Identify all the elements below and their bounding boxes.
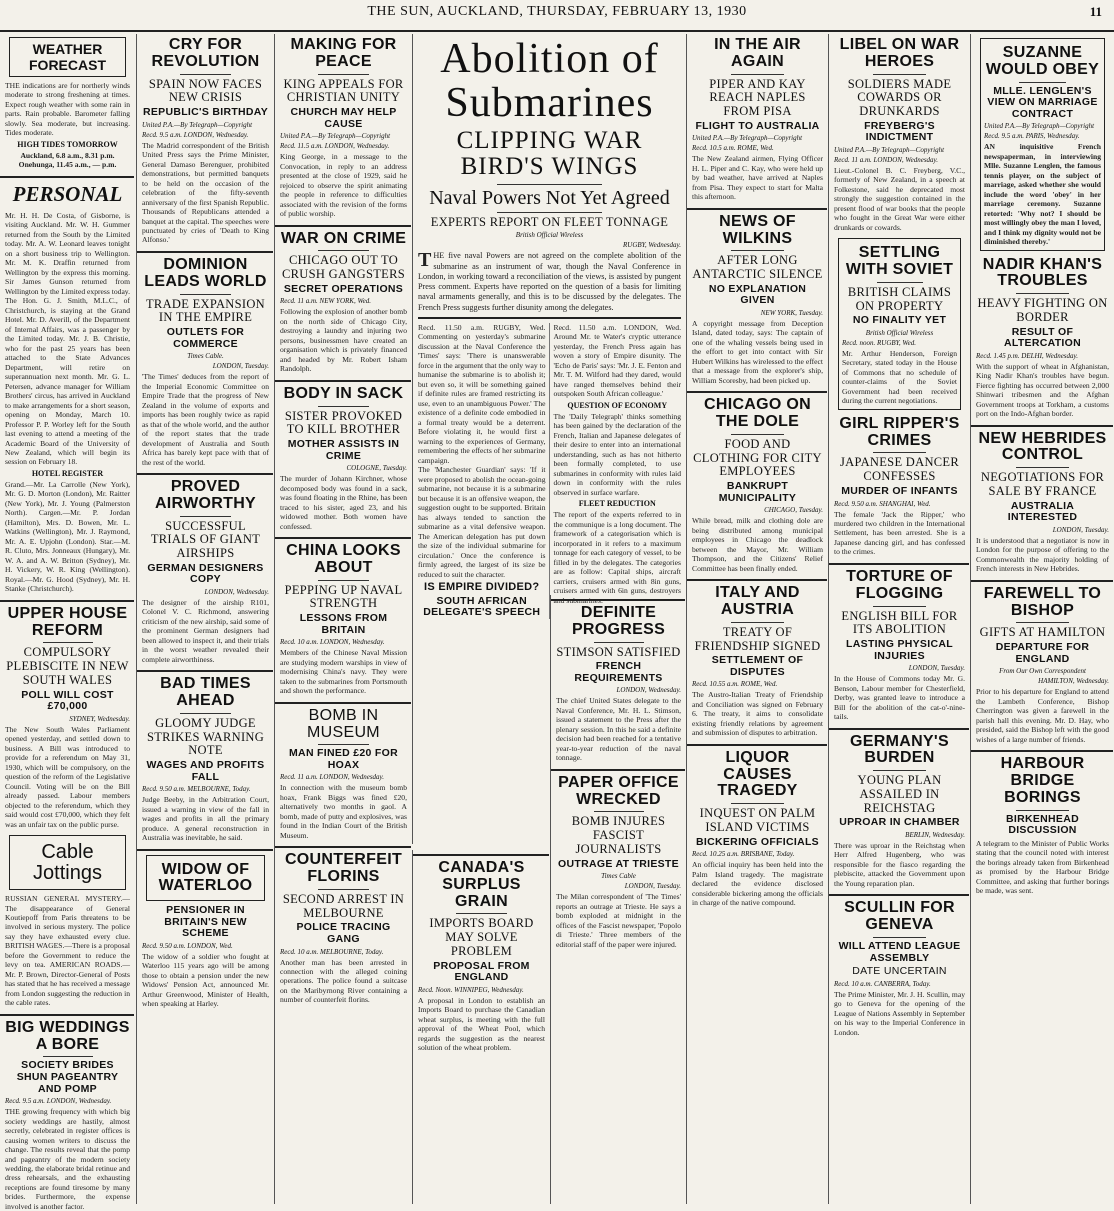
article-crime xyxy=(280,231,407,374)
article-submarines xyxy=(418,37,681,619)
divider xyxy=(731,803,783,804)
weddings-heading: BIG WEDDINGS A BORE xyxy=(5,1018,130,1053)
sack-text: The murder of Johann Kirchner, whose decomposed body was found in a sack, was found floating in the Rhine, has been traced to his sister, aged 23, and his widowed mother. Both women have confessed. xyxy=(280,474,407,531)
suzanne-heading: SUZANNE WOULD OBEY xyxy=(985,44,1100,78)
progress-dateline: LONDON, Wednesday. xyxy=(616,686,681,695)
peace-heading: MAKING FOR PEACE xyxy=(290,36,397,70)
soviet-source: British Official Wireless xyxy=(865,328,934,337)
waterloo-dateline: Recd. 9.50 a.m. LONDON, Wed. xyxy=(142,941,233,950)
article-spain xyxy=(142,37,269,245)
dole-deck: FOOD AND CLOTHING FOR CITY EMPLOYEES xyxy=(693,436,822,479)
divider xyxy=(731,250,783,251)
soviet-sub: NO FINALITY YET xyxy=(852,314,947,327)
divider xyxy=(137,670,273,672)
bishop-text: Prior to his departure for England to attend the Lambeth Conference, Bishop Cherrington was given a farewell in the parish hall this evening. Mr. D. Hay, who presided, said the Bishop left with the good wishes of a large number of friends. xyxy=(976,687,1109,744)
florins-dateline: Recd. 10 a.m. MELBOURNE, Today. xyxy=(280,947,384,956)
airworthy-sub: GERMAN DESIGNERS COPY xyxy=(147,561,264,586)
dole-dateline: CHICAGO, Tuesday. xyxy=(764,506,823,515)
personal-heading: PERSONAL xyxy=(12,181,123,206)
divider xyxy=(318,74,369,75)
article-peace xyxy=(280,37,407,219)
crime-text: Following the explosion of another bomb on the north side of Chicago City, destroying a laundry and injuring two persons, businessmen have created an organisation which is privately financed and headed by Mr. Robert Isham Randolph. xyxy=(280,307,407,374)
tides-label: HIGH TIDES TOMORROW xyxy=(17,139,118,149)
scullin-dateline: Recd. 10 a.m. CANBERRA, Today. xyxy=(834,979,931,988)
column-5-lower xyxy=(550,595,685,1204)
peace-dateline: Recd. 11.5 a.m. LONDON, Wednesday. xyxy=(280,142,390,151)
bishop-deck: GIFTS AT HAMILTON xyxy=(979,625,1106,640)
naval-text: Members of the Chinese Naval Mission are studying modern warships in view of modernising China's navy. They were taken to the submarines from Portsmouth and shown the performance. xyxy=(280,648,407,696)
hebrides-deck: NEGOTIATIONS FOR SALE BY FRANCE xyxy=(980,470,1105,498)
article-cable-jottings xyxy=(5,835,130,1008)
divider xyxy=(318,580,369,581)
bad-times-heading: BAD TIMES AHEAD xyxy=(160,675,251,710)
hotel-heading: HOTEL REGISTER xyxy=(31,468,104,478)
bishop-source: From Our Own Correspondent xyxy=(999,667,1086,676)
florins-deck: SECOND ARREST IN MELBOURNE xyxy=(282,891,405,920)
suzanne-deck: MLLE. LENGLEN'S VIEW ON MARRIAGE CONTRACT xyxy=(987,84,1098,120)
crime-deck: CHICAGO OUT TO CRUSH GANGSTERS xyxy=(282,253,405,282)
fleet-heading: FLEET REDUCTION xyxy=(578,499,656,509)
sack-deck: SISTER PROVOKED TO KILL BROTHER xyxy=(284,408,403,437)
hebrides-text: It is understood that a negotiator is now in London for the purpose of offering to the Commonwealth the majority holding of French interests in New Hebrides. xyxy=(976,535,1109,574)
scullin-text: The Prime Minister, Mr. J. H. Scullin, may go to Geneva for the opening of the League of Nations Assembly in September on his way to the Imperial Conference in London. xyxy=(834,989,965,1037)
divider xyxy=(275,380,411,382)
divider xyxy=(180,294,231,295)
article-progress xyxy=(556,605,681,763)
column-1 xyxy=(0,34,134,1211)
peace-deck: KING APPEALS FOR CHRISTIAN UNITY xyxy=(283,76,404,105)
divider xyxy=(829,728,969,730)
liquor-dateline: Recd. 10.25 a.m. BRISBANE, Today. xyxy=(692,850,795,859)
dole-text: While bread, milk and clothing dole are being distributed among municipal employees in Chicago the deadlock between the Mayor, Mr. William Thompson, and the Citizens' Relief Committee has been finally ended. xyxy=(692,516,823,573)
burden-text: There was uproar in the Reichstag when Herr Alfred Hugenberg, who was responsible for the fiasco regarding the plebiscite, attacked the Government upon the Young reparation plan. xyxy=(834,840,965,888)
airworthy-text: The designer of the airship R101, Colonel V. C. Richmond, answering criticism of the new airship, said some of the prominent German designers had been allowed to inspect it, and their trials in the worst weather revealed their complete airworthiness. xyxy=(142,597,269,664)
dominion-source: Times Cable. xyxy=(187,352,224,361)
sack-dateline: COLOGNE, Tuesday. xyxy=(346,464,407,473)
column-6 xyxy=(686,34,827,1204)
divider xyxy=(43,642,93,643)
flogging-sub: LASTING PHYSICAL INJURIES xyxy=(846,638,953,662)
libel-source: United P.A.—By Telegraph—Copyright xyxy=(834,145,945,154)
borings-deck: BIRKENHEAD DISCUSSION xyxy=(1005,812,1079,837)
canada-text: A proposal in London to establish an Imports Board to purchase the Canadian wheat surplus, is meeting with the full approval of the Wheat Pool, which regards the suggestion as the nearest solution of the wheat problem. xyxy=(418,995,545,1053)
hebrides-dateline: LONDON, Tuesday. xyxy=(1052,525,1109,534)
divider xyxy=(829,894,969,896)
article-ripper xyxy=(834,416,965,557)
spain-text: The Madrid correspondent of the British United Press says the Prime Minister, General Damaso Berenguer, prohibited demonstrations, but permitted banquets to be held on the occasion of the celebration of the fifty-seventh anniversary of the first Spanish Republic. Thousands of Republicans attended a banquet at the capital. The speeches were punctuated by cries of 'Death to King Alfonso.' xyxy=(142,140,269,245)
divider xyxy=(873,606,925,607)
waterloo-heading: WIDOW OF WATERLOO xyxy=(158,860,253,895)
airworthy-deck: SUCCESSFUL TRIALS OF GIANT AIRSHIPS xyxy=(150,518,261,561)
italy-dateline: Recd. 10.55 a.m. ROME, Wed. xyxy=(692,680,778,689)
personal-text: Mr. H. H. De Costa, of Gisborne, is visiting Auckland. Mr. W. H. Gummer returned from the South by the Limited today. Mr. A. W. Leonard leaves tonight on a short business trip to Wellington. Mr. M. K. Draffin returned from Wellington by the express this morning. Sir James Gunson returned from Wellington by the Limited express today. The Hon. G. J. Smith, M.L.C., of Christchurch, is staying at the Grand Hotel. Mr. D. Averill, of the Department of Internal Affairs, was a passenger by the Limited today. Mr. J. B. Christie, who for the past 25 years has been attached to the State Advances Department, will retire on superannuation next month. Mr. G. L. Petersen, advance manager for William Brothers' circus, has arrived in Auckland to make arrangements for a short season, opening on Monday, March 10. Professor P. P. Worley left for the South last evening to attend a meeting of the Academic Board of the University of New Zealand, which will begin its session on February 18. xyxy=(5,210,131,467)
progress-text: The chief United States delegate to the Naval Conference, Mr. H. L. Stimson, issued a statement to the Press after the plenary session. In this he said a definite decision had been reached for a tentative year-to-year reduction of the naval tonnage. xyxy=(556,696,681,763)
bomb-deck: MAN FINED £20 FOR HOAX xyxy=(289,747,398,771)
suzanne-dateline: Recd. 9.5 a.m. PARIS, Wednesday. xyxy=(984,132,1080,141)
article-upper-house xyxy=(5,606,130,829)
weddings-deck: SOCIETY BRIDES SHUN PAGEANTRY AND POMP xyxy=(16,1059,119,1095)
ripper-deck: JAPANESE DANCER CONFESSES xyxy=(840,455,959,484)
article-paper-office xyxy=(556,775,681,949)
flogging-deck: ENGLISH BILL FOR ITS ABOLITION xyxy=(841,608,958,637)
article-naval-china xyxy=(280,543,407,696)
spain-deck: SPAIN NOW FACES NEW CRISIS xyxy=(148,76,263,105)
bomb-dateline: Recd. 11 a.m. LONDON, Wednesday. xyxy=(280,773,385,782)
dole-heading: CHICAGO ON THE DOLE xyxy=(704,396,811,431)
divider xyxy=(877,282,923,283)
main-subheading: CLIPPING WAR BIRD'S WINGS xyxy=(456,127,643,181)
dominion-text: 'The Times' deduces from the report of the Imperial Economic Committee on Empire Trade that the progress of New Zealand in the volume of exports and imports has been roughly twice as rapid as that of the whole world, and the author of the report states that the trade development of Australia and South Africa has barely kept pace with that of the rest of the world. xyxy=(142,372,269,467)
canada-dateline: Recd. Noon. WINNIPEG, Wednesday. xyxy=(418,985,524,994)
hebrides-sub: AUSTRALIA INTERESTED xyxy=(1007,499,1078,524)
article-hebrides xyxy=(976,431,1109,574)
divider xyxy=(318,889,369,890)
upper-house-text: The New South Wales Parliament opened yesterday, and settled down to business. A Bill was introduced to provide for a referendum on May 31, 1930, which will be compulsory, on the question of the reform of the Legislative Council. Voting will be on the Bill already passed. Labour members objected to the referendum, which they said would cost £70,000, which they felt was an unfair tax on the public purse. xyxy=(5,724,130,829)
italy-heading: ITALY AND AUSTRIA xyxy=(715,584,800,619)
wilkins-text: A copyright message from Deception Island, dated today, says: The captain of one of the whaling vessels being used in the effort to get into contact with Sir Hubert Wilkins has wirelessed to the effect that a message from the explorer's ship, William Scoresby, had been picked up. xyxy=(692,319,823,385)
flogging-text: In the House of Commons today Mr. G. Benson, Labour member for Chesterfield, Derby, was granted leave to introduce a Bill for the abolition of the cat-o'-nine-tails. xyxy=(834,674,965,722)
divider xyxy=(413,854,549,856)
bishop-dateline: HAMILTON, Wednesday. xyxy=(1038,677,1109,686)
divider xyxy=(873,937,925,938)
crime-sub: SECRET OPERATIONS xyxy=(283,282,404,295)
weather-text: THE indications are for northerly winds moderate to strong freshening at times. Expect rough weather with some rain in parts. Rain probable. Barometer falling slowly. Sea moderate, but increasing. Tides moderate. xyxy=(5,81,130,138)
main-body-1: Recd. 11.50 a.m. RUGBY, Wed. Commenting on yesterday's submarine discussion at the Naval Conference the 'Times' says: 'There is unanswerable force in the argument that the only way to humanise the submarine is to abolish it; but even so, it will be something gained if definite rules are framed restricting its use, even to an unambiguous Power.' The existence of a definite code embodied in a formal treaty would be a deterrent. Before violating it, he would first a warning to the experiences of Germany, remembering the effects of her submarine campaign. xyxy=(418,322,546,465)
air-deck: PIPER AND KAY REACH NAPLES FROM PISA xyxy=(709,76,806,119)
article-libel xyxy=(834,37,965,232)
article-borings xyxy=(976,756,1109,895)
article-liquor xyxy=(692,750,823,908)
canada-deck: IMPORTS BOARD MAY SOLVE PROBLEM xyxy=(429,916,534,958)
khan-heading: NADIR KHAN'S TROUBLES xyxy=(982,255,1103,290)
column-4-lower xyxy=(412,850,549,1204)
khan-deck: HEAVY FIGHTING ON BORDER xyxy=(977,296,1108,324)
divider xyxy=(971,425,1113,427)
empire-heading: IS EMPIRE DIVIDED? xyxy=(424,581,540,594)
cable-text: RUSSIAN GENERAL MYSTERY.—The disappearance of General Koutiepoff from Paris threatens to be involved in serious mystery. The police say they have exhausted every clue. BRITISH WAGES.—There is a proposal before the Government to reduce the levy on tea. AMERICAN ROADS.—Mr. P. Brown, Director-General of Posts has stated that he has received a message from London suggesting the reduction in the cable rates. xyxy=(5,894,130,1008)
liquor-deck: INQUEST ON PALM ISLAND VICTIMS xyxy=(699,806,816,834)
divider xyxy=(873,452,925,453)
flogging-dateline: LONDON, Tuesday. xyxy=(908,664,965,673)
divider xyxy=(180,74,231,75)
office-dateline: LONDON, Tuesday. xyxy=(624,882,681,891)
main-body-2: The 'Manchester Guardian' says: 'If it were proposed to abolish the ocean-going submarine, not because it is a submarine but because it is an offensive weapon, the suggestion ought to be supported. Britain has always tended to sanction the submarine as a vital defensive weapon. The American delegation has put down the size of the individual submarine for circulation.' Once the conference is firmly agreed, the largest of its size be reduced to suit the character. xyxy=(418,465,546,579)
bad-times-text: Judge Beeby, in the Arbitration Court, issued a warning in view of the fall in wages and profits in all the primary produce. A general reconstruction in Australia was inevitable, he said. xyxy=(142,795,269,843)
cable-heading: Cable Jottings xyxy=(33,841,102,885)
naval-deck: PEPPING UP NAVAL STRENGTH xyxy=(284,582,403,611)
crime-dateline: Recd. 11 a.m. NEW YORK, Wed. xyxy=(280,297,371,306)
canada-heading: CANADA'S SURPLUS GRAIN xyxy=(438,859,525,910)
borings-heading: HARBOUR BRIDGE BORINGS xyxy=(1000,755,1085,806)
air-text: The New Zealand airmen, Flying Officer H. L. Piper and C. Kay, who were held up by bad weather, have arrived at Naples from Pisa. They expect to start for Malta this afternoon. xyxy=(692,154,823,202)
column-3 xyxy=(274,34,411,1204)
main-body-columns xyxy=(418,323,681,619)
tides-text: Auckland, 6.8 a.m., 8.31 p.m. Onehunga, 11.45 a.m., — p.m. xyxy=(18,150,117,170)
article-flogging xyxy=(834,569,965,722)
divider xyxy=(594,811,644,812)
office-text: The Milan correspondent of 'The Times' reports an outrage at Trieste. He says a bomb exploded at midnight in the offices of the Fascist newspaper, 'Popolo di Trieste.' Three members of the editorial staff of the paper were injured. xyxy=(556,892,681,949)
libel-dateline: Recd. 11 a.m. LONDON, Wednesday. xyxy=(834,155,939,164)
page-number: 11 xyxy=(1089,4,1102,19)
divider xyxy=(0,600,134,602)
article-suzanne xyxy=(976,38,1109,251)
divider xyxy=(275,537,411,539)
main-dateline: RUGBY, Wednesday. xyxy=(622,241,681,250)
divider xyxy=(551,599,685,601)
libel-text: Lieut.-Colonel B. C. Freyberg, V.C., formerly of New Zealand, in a speech at Folkestone, said he deprecated most strongly the suggestion contained in the present flood of war books that the people who fought in the Great War were either drunkards or cowards. xyxy=(834,165,965,232)
scullin-sub: DATE UNCERTAIN xyxy=(852,965,947,978)
scullin-heading: SCULLIN FOR GENEVA xyxy=(844,899,955,934)
main-heading: Abolition of Submarines xyxy=(440,36,659,127)
weather-heading: WEATHER FORECAST xyxy=(9,37,126,77)
canada-sub: PROPOSAL FROM ENGLAND xyxy=(433,959,530,984)
divider xyxy=(731,622,783,623)
bishop-heading: FAREWELL TO BISHOP xyxy=(983,584,1102,619)
divider xyxy=(829,563,969,565)
divider xyxy=(731,74,783,75)
divider xyxy=(318,744,369,745)
divider xyxy=(1016,467,1069,468)
spain-source: United P.A.—By Telegraph—Copyright xyxy=(142,120,253,129)
air-sub: FLIGHT TO AUSTRALIA xyxy=(695,119,820,132)
main-sub: EXPERTS REPORT ON FLEET TONNAGE xyxy=(430,214,669,229)
peace-source: United P.A.—By Telegraph—Copyright xyxy=(280,132,391,141)
office-source: Times Cable xyxy=(601,872,636,881)
divider xyxy=(456,913,507,914)
divider xyxy=(497,184,602,185)
borings-text: A telegram to the Minister of Public Works stating that the council noted with interest the borings already taken from Birkenhead as promised by the Harbour Bridge Committee, and asking that further borings be made, was sent. xyxy=(976,838,1109,896)
libel-heading: LIBEL ON WAR HEROES xyxy=(839,36,960,70)
divider xyxy=(594,642,644,643)
ripper-sub: MURDER OF INFANTS xyxy=(841,484,958,497)
main-source: British Official Wireless xyxy=(515,231,584,240)
divider xyxy=(318,406,369,407)
divider xyxy=(0,176,134,178)
air-dateline: Recd. 10.5 a.m. ROME, Wed. xyxy=(692,144,774,153)
divider xyxy=(43,1056,93,1057)
article-bishop xyxy=(976,586,1109,744)
article-khan xyxy=(976,257,1109,419)
ripper-dateline: Recd. 9.50 a.m. SHANGHAI, Wed. xyxy=(834,499,931,508)
article-air xyxy=(692,37,823,202)
italy-sub: SETTLEMENT OF DISPUTES xyxy=(711,654,804,678)
naval-sub: LESSONS FROM BRITAIN xyxy=(299,612,388,636)
flogging-heading: TORTURE OF FLOGGING xyxy=(846,567,953,602)
peace-text: King George, in a message to the Convocation, in reply to an address presented at the close of 1929, said he rejoiced to observe the spirit animating the people in reference to difficulties associated with the revision of the forms of public worship. xyxy=(280,152,407,219)
column-2 xyxy=(136,34,273,1204)
divider xyxy=(318,250,369,251)
article-florins xyxy=(280,852,407,1005)
crime-heading: WAR ON CRIME xyxy=(280,229,407,247)
soviet-text: Mr. Arthur Henderson, Foreign Secretary, stated today in the House of Commons that no schedule of counter-claims of the Soviet Government had been received during the current negotiations. xyxy=(842,348,957,406)
divider xyxy=(971,580,1113,582)
divider xyxy=(1016,622,1069,623)
article-airworthy xyxy=(142,479,269,664)
weddings-dateline: Recd. 9.5 a.m. LONDON, Wednesday. xyxy=(5,1097,112,1106)
divider xyxy=(687,579,827,581)
burden-sub: UPROAR IN CHAMBER xyxy=(839,816,960,829)
upper-house-dateline: SYDNEY, Wednesday. xyxy=(69,714,130,723)
article-canada xyxy=(418,860,545,1053)
bad-times-dateline: Recd. 9.50 a.m. MELBOURNE, Today. xyxy=(142,785,251,794)
divider xyxy=(1016,810,1069,811)
divider xyxy=(687,391,827,393)
main-body-5: The report of the experts referred to in the communique is a long document. The framework of a categorisation which is incorporated in it refers to a maximum tonnage for each category of vessel, to be filled in by the delegates. The categories are as follow: Capital ships, aircraft carriers, cruisers armed with 8in guns, cruisers armed with 6in guns, destroyers and submarines. xyxy=(553,510,681,605)
main-body-4: The 'Daily Telegraph' thinks something has been gained by the declaration of the French, Italian and Japanese delegates of their desire to enter into an international understanding, such as has not hitherto been formally completed, to use submarines in conformity with rules laid down in conformity with the rules observed in surface warfare. xyxy=(553,411,681,497)
article-weddings xyxy=(5,1020,130,1211)
divider xyxy=(137,251,273,253)
empire-deck: SOUTH AFRICAN DELEGATE'S SPEECH xyxy=(423,594,541,619)
article-bomb xyxy=(280,708,407,841)
air-source: United P.A.—By Telegraph—Copyright xyxy=(692,134,803,143)
burden-dateline: BERLIN, Wednesday. xyxy=(905,830,965,839)
khan-sub: RESULT OF ALTERCATION xyxy=(1004,325,1081,350)
column-7 xyxy=(828,34,969,1204)
article-dominion xyxy=(142,257,269,467)
naval-dateline: Recd. 10 a.m. LONDON, Wednesday. xyxy=(280,638,385,647)
bad-times-deck: GLOOMY JUDGE STRIKES WARNING NOTE xyxy=(146,715,265,758)
liquor-text: An official inquiry has been held into the Palm Island tragedy. The magistrate declared the evidence disclosed considerable bickering among the officials in charge of the native compound. xyxy=(692,860,823,908)
burden-heading: GERMANY'S BURDEN xyxy=(850,732,949,767)
divider xyxy=(551,769,685,771)
khan-dateline: Recd. 1.45 p.m. DELHI, Wednesday. xyxy=(976,351,1079,360)
office-sub: OUTRAGE AT TRIESTE xyxy=(558,857,679,870)
liquor-heading: LIQUOR CAUSES TRAGEDY xyxy=(717,748,798,800)
airworthy-dateline: LONDON, Wednesday. xyxy=(204,587,269,596)
libel-sub: FREYBERG'S INDICTMENT xyxy=(864,119,935,144)
dominion-deck: TRADE EXPANSION IN THE EMPIRE xyxy=(146,296,265,325)
divider xyxy=(497,212,602,213)
divider xyxy=(180,516,231,517)
masthead xyxy=(0,2,1114,32)
hebrides-heading: NEW HEBRIDES CONTROL xyxy=(978,429,1107,464)
divider xyxy=(418,317,681,319)
spain-heading: CRY FOR REVOLUTION xyxy=(151,36,260,70)
article-dole xyxy=(692,397,823,573)
divider xyxy=(687,744,827,746)
bomb-text: In connection with the museum bomb hoax, Frank Biggs was fined £20, alternatively two months in gaol. A bomb, made of putty and explosives, was found in the Indian Court of the British Museum. xyxy=(280,783,407,840)
bomb-heading: BOMB IN MUSEUM xyxy=(307,706,380,741)
soviet-dateline: Recd. noon. RUGBY, Wed. xyxy=(842,338,916,347)
ripper-heading: GIRL RIPPER'S CRIMES xyxy=(839,414,960,449)
wilkins-deck: AFTER LONG ANTARCTIC SILENCE xyxy=(692,253,823,282)
upper-house-deck: COMPULSORY PLEBISCITE IN NEW SOUTH WALES xyxy=(6,645,129,687)
divider xyxy=(275,702,411,704)
florins-sub: POLICE TRACING GANG xyxy=(296,921,391,945)
article-italy xyxy=(692,585,823,738)
main-deck: Naval Powers Not Yet Agreed xyxy=(429,186,670,209)
divider xyxy=(180,713,231,714)
wilkins-sub: NO EXPLANATION GIVEN xyxy=(708,282,807,307)
liquor-sub: BICKERING OFFICIALS xyxy=(696,835,819,848)
italy-text: The Austro-Italian Treaty of Friendship and Conciliation was signed on February 6. The treaty, it aims to consolidate existing friendly relations by agreement and submission of disputes to arbitration. xyxy=(692,690,823,738)
divider xyxy=(971,750,1113,752)
airworthy-heading: PROVED AIRWORTHY xyxy=(154,478,257,512)
office-heading: PAPER OFFICE WRECKED xyxy=(558,773,679,808)
divider xyxy=(873,770,925,771)
office-deck: BOMB INJURES FASCIST JOURNALISTS xyxy=(571,814,666,856)
masthead-title: THE SUN, AUCKLAND, THURSDAY, FEBRUARY 13, 1930 xyxy=(367,4,747,19)
economy-heading: QUESTION OF ECONOMY xyxy=(567,400,668,410)
article-weather xyxy=(5,37,130,170)
dominion-heading: DOMINION LEADS WORLD xyxy=(144,255,267,290)
waterloo-deck: PENSIONER IN BRITAIN'S NEW SCHEME xyxy=(164,904,247,940)
italy-deck: TREATY OF FRIENDSHIP SIGNED xyxy=(694,624,821,653)
suzanne-text: AN inquisitive French newspaperman, in interviewing Mlle. Suzanne Lenglen, the famous tennis player, on the subject of marriage, asked whether she would include the word 'obey' in her marriage ceremony. Suzanne retorted: 'Why not? I should be most willingly obey the man I loved, and I think my dignity would not be diminished thereby.' xyxy=(984,142,1101,247)
article-burden xyxy=(834,734,965,889)
progress-deck: STIMSON SATISFIED xyxy=(556,644,681,659)
naval-heading: CHINA LOOKS ABOUT xyxy=(286,542,401,576)
suzanne-source: United P.A.—By Telegraph—Copyright xyxy=(984,122,1095,131)
wilkins-dateline: NEW YORK, Tuesday. xyxy=(760,309,823,317)
divider xyxy=(687,208,827,210)
upper-house-sub: POLL WILL COST £70,000 xyxy=(21,688,114,713)
divider xyxy=(873,74,925,75)
divider xyxy=(1016,293,1069,294)
main-lead: THE five naval Powers are not agreed on the complete abolition of the submarine as an instrument of war, though the Naval Conference in London, in working toward a reconciliation of the views, is assisted by pungent Press comment. Experts have reported on the question of a basis for limiting naval armaments generally, and this is to be discussed by the delegates. The French Press suggests further disunity among the delegates. xyxy=(418,249,681,312)
article-personal xyxy=(5,182,130,594)
bad-times-sub: WAGES AND PROFITS FALL xyxy=(146,759,265,783)
divider xyxy=(275,846,411,848)
progress-heading: DEFINITE PROGRESS xyxy=(571,604,666,638)
dominion-dateline: LONDON, Tuesday. xyxy=(212,362,269,371)
florins-heading: COUNTERFEIT FLORINS xyxy=(284,851,403,886)
spain-dateline: Recd. 9.5 a.m. LONDON, Wednesday. xyxy=(142,130,249,139)
spain-sub: REPUBLIC'S BIRTHDAY xyxy=(142,106,269,119)
khan-text: With the support of wheat in Afghanistan, King Nadir Khan's troubles have begun. Fierce fighting has occurred between 2,000 Shinwari tribesmen and the Afghan Government troops at Torkham, a customs port on the Indo-Afghan border. xyxy=(976,361,1109,419)
libel-deck: SOLDIERS MADE COWARDS OR DRUNKARDS xyxy=(847,76,952,119)
dole-sub: BANKRUPT MUNICIPALITY xyxy=(718,480,797,504)
peace-sub: CHURCH MAY HELP CAUSE xyxy=(290,106,397,130)
wilkins-heading: NEWS OF WILKINS xyxy=(719,212,796,247)
divider xyxy=(137,849,273,851)
divider xyxy=(137,473,273,475)
florins-text: Another man has been arrested in connection with the alleged coining operations. The police found a suitcase on the Maribyrnong River containing a number of counterfeit florins. xyxy=(280,957,407,1005)
scullin-deck: WILL ATTEND LEAGUE ASSEMBLY xyxy=(838,939,961,964)
main-body-3: Recd. 11.50 a.m. LONDON, Wed. Around Mr. te Water's cryptic utterance yesterday, the French Press again has woven a story of Empire disunity. The 'Echo de Paris' says: 'Mr. J. E. Fenton and Mr. T. M. Wilford had they dared, would have ranged themselves behind their outspoken South African colleague.' xyxy=(553,322,681,399)
soviet-deck: BRITISH CLAIMS ON PROPERTY xyxy=(847,284,952,313)
article-scullin xyxy=(834,900,965,1037)
divider xyxy=(0,1014,134,1016)
divider xyxy=(275,225,411,227)
column-8 xyxy=(970,34,1113,1204)
divider xyxy=(1019,82,1066,83)
article-bad-times xyxy=(142,676,269,842)
burden-deck: YOUNG PLAN ASSAILED IN REICHSTAG xyxy=(857,773,942,815)
dominion-sub: OUTLETS FOR COMMERCE xyxy=(166,326,245,350)
article-sack xyxy=(280,386,407,531)
waterloo-text: The widow of a soldier who fought at Waterloo 115 years ago will be among those to obtain a pension under the new Widows' Pension Act, announced Mr. Arthur Greenwood, Minister of Health, when speaking at Harley. xyxy=(142,951,269,1009)
hotel-text: Grand.—Mr. La Carrolle (New York), Mr. G. D. Morton (London), Mr. Raitter (New York), Mr. J. Young (Palmerston North). Cargen.—Mr. P. Jordan (Hamilton), Mrs. D. Bowen, Mr. L. Watkins (Wellington), Mr. J. Raymond, Mr. A. E. Upjohn (London). Star.—M. R. Cluto, Mrs. Jonneaux (Hungary), Mr. W. A. and A. W. Britton (Sydney), Mr. H. Vickery, W. R. King (Wellington). Royal.—Mr. G. Hood (Sydney), Mr. H. Stanke (Christchurch). xyxy=(5,479,130,594)
article-waterloo xyxy=(142,855,269,1009)
soviet-heading: SETTLING WITH SOVIET xyxy=(845,244,954,279)
divider xyxy=(731,434,783,435)
sack-heading: BODY IN SACK xyxy=(283,384,404,402)
article-soviet xyxy=(834,238,965,410)
weddings-text: THE growing frequency with which big society weddings are hastily, almost secretly, celebrated in register offices is causing women writers to discuss the change. The results reveal that the pomp and pageantry of the modern society wedding, the elaborate bridal retinue and dress rehearsals, and the exhausting receptions are found tiresome by many brides. Furthermore, the expense involved is another factor. xyxy=(5,1107,130,1211)
upper-house-heading: UPPER HOUSE REFORM xyxy=(7,604,128,639)
progress-sub: FRENCH REQUIREMENTS xyxy=(574,660,663,684)
sack-sub: MOTHER ASSISTS IN CRIME xyxy=(287,438,400,462)
bishop-sub: DEPARTURE FOR ENGLAND xyxy=(995,641,1090,665)
article-wilkins xyxy=(692,214,823,386)
ripper-text: The female 'Jack the Ripper,' who murdered two children in the International Settlement, has been arrested. She is a Japanese dancing girl, and has confessed to the crimes. xyxy=(834,509,965,557)
air-heading: IN THE AIR AGAIN xyxy=(714,36,801,70)
